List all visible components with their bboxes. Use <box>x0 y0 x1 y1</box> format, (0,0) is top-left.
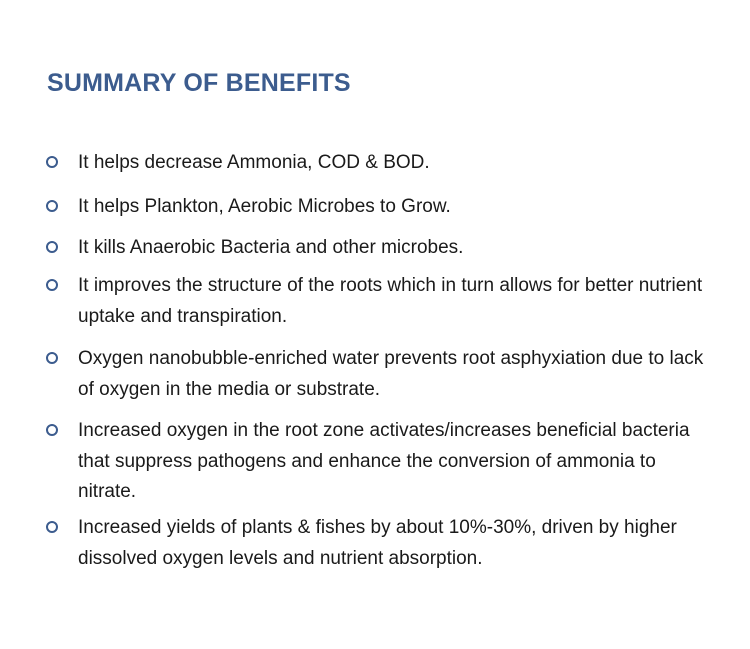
list-item-text: It helps decrease Ammonia, COD & BOD. <box>78 152 430 173</box>
list-item-text: It helps Plankton, Aerobic Microbes to Grow. <box>78 196 451 217</box>
circle-bullet-icon <box>46 424 58 436</box>
circle-bullet-icon <box>46 241 58 253</box>
circle-bullet-icon <box>46 279 58 291</box>
circle-bullet-icon <box>46 352 58 364</box>
page-title: SUMMARY OF BENEFITS <box>47 69 351 97</box>
list-item-text: Increased oxygen in the root zone activates/increases beneficial bacteria that suppress pathogens and enhance the conversion of ammonia to nitrate. <box>78 420 690 502</box>
list-item-text: It kills Anaerobic Bacteria and other microbes. <box>78 237 464 258</box>
list-item-text: Increased yields of plants & fishes by about 10%-30%, driven by higher dissolved oxygen levels and nutrient absorption. <box>78 517 677 569</box>
circle-bullet-icon <box>46 200 58 212</box>
list-item-text: It improves the structure of the roots which in turn allows for better nutrient uptake and transpiration. <box>78 275 703 327</box>
list-item-text: Oxygen nanobubble-enriched water prevents root asphyxiation due to lack of oxygen in the media or substrate. <box>78 348 704 400</box>
circle-bullet-icon <box>46 521 58 533</box>
circle-bullet-icon <box>46 156 58 168</box>
